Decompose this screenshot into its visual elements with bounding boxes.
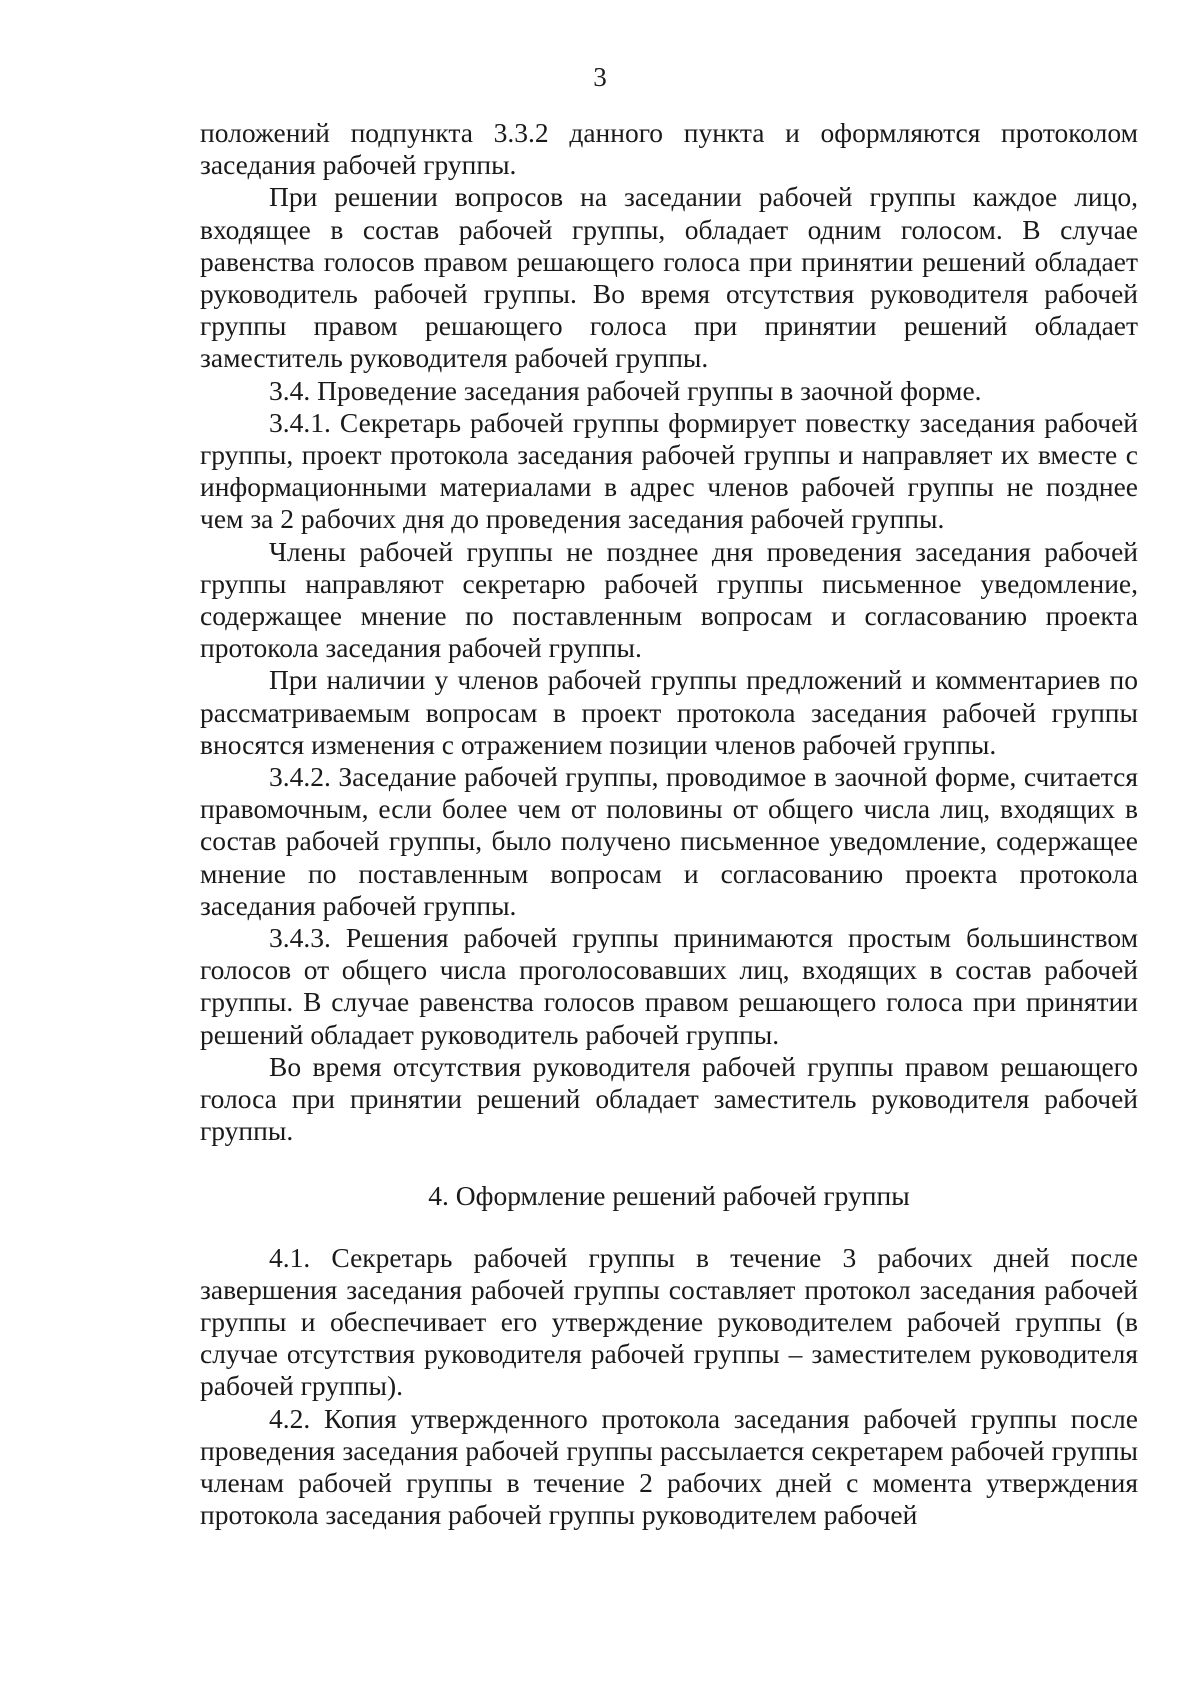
paragraph-3-4-2: 3.4.2. Заседание рабочей группы, проводимое в заочной форме, считается правомочным, если более чем от половины от общего числа лиц, входящих в состав рабочей группы, было получено письменное уведомление, содержащее мнение по поставленным вопросам и согласованию проекта протокола заседания рабочей группы. [200,761,1138,921]
paragraph-members-comments: При наличии у членов рабочей группы предложений и комментариев по рассматриваемым вопросам в проект протокола заседания рабочей группы вносятся изменения с отражением позиции членов рабочей группы. [200,664,1138,760]
paragraph-deputy-vote: Во время отсутствия руководителя рабочей группы правом решающего голоса при принятии решений обладает заместитель руководителя рабочей группы. [200,1050,1138,1147]
document-body [200,117,1138,1531]
paragraph-4-1: 4.1. Секретарь рабочей группы в течение 3 рабочих дней после завершения заседания рабочей группы составляет протокол заседания рабочей группы и обеспечивает его утверждение руководителем рабочей группы (в случае отсутствия руководителя рабочей группы – заместителем руководителя рабочей группы). [200,1241,1138,1402]
paragraph-3-4: 3.4. Проведение заседания рабочей группы в заочной форме. [269,374,982,406]
paragraph-continuation: положений подпункта 3.3.2 данного пункта и оформляются протоколом заседания рабочей группы. [200,117,1138,181]
section-heading: 4. Оформление решений рабочей группы [428,1179,910,1211]
paragraph-members-notice: Члены рабочей группы не позднее дня проведения заседания рабочей группы направляют секретарю рабочей группы письменное уведомление, содержащее мнение по поставленным вопросам и согласованию проекта протокола заседания рабочей группы. [200,535,1138,664]
paragraph-3-4-3: 3.4.3. Решения рабочей группы принимаются простым большинством голосов от общего числа проголосовавших лиц, входящих в состав рабочей группы. В случае равенства голосов правом решающего голоса при принятии решений обладает руководитель рабочей группы. [200,922,1138,1050]
page-number: 3 [593,62,607,92]
paragraph-3-4-1: 3.4.1. Секретарь рабочей группы формирует повестку заседания рабочей группы, проект протокола заседания рабочей группы и направляет их вместе с информационными материалами в адрес членов рабочей группы не позднее чем за 2 рабочих дня до проведения заседания рабочей группы. [200,406,1138,535]
paragraph-4-2: 4.2. Копия утвержденного протокола заседания рабочей группы после проведения заседания рабочей группы рассылается секретарем рабочей группы членам рабочей группы в течение 2 рабочих дней с момента утверждения протокола заседания рабочей группы руководителем рабочей [200,1402,1138,1531]
paragraph-voting: При решении вопросов на заседании рабочей группы каждое лицо, входящее в состав рабочей группы, обладает одним голосом. В случае равенства голосов правом решающего голоса при принятии решений обладает руководитель рабочей группы. Во время отсутствия руководителя рабочей группы правом решающего голоса при принятии решений обладает заместитель руководителя рабочей группы. [200,181,1138,374]
